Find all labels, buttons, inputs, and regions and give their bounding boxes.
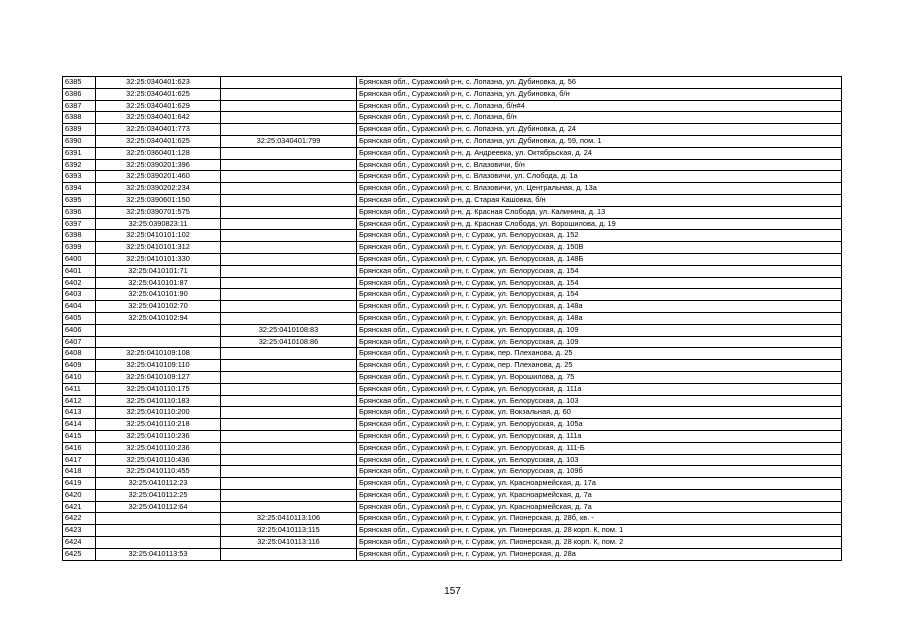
address-cell: Брянская обл., Суражский р-н, г. Сураж, пер. Плеханова, д. 25 [357,360,842,372]
address-cell: Брянская обл., Суражский р-н, с. Лопазна, ул. Дубиновка, д. 56 [357,77,842,89]
cadastral-number-cell: 32:25:0390823:11 [96,218,221,230]
table-row [63,383,842,395]
address-cell: Брянская обл., Суражский р-н, г. Сураж, пер. Плеханова, д. 25 [357,348,842,360]
address-cell: Брянская обл., Суражский р-н, г. Сураж, ул. Белорусская, д. 109б [357,466,842,478]
row-number-cell: 6422 [63,513,96,525]
row-number-cell: 6413 [63,407,96,419]
related-cadastral-number-cell [221,312,357,324]
related-cadastral-number-cell [221,88,357,100]
cadastral-number-cell: 32:25:0390201:460 [96,171,221,183]
table-row [63,147,842,159]
related-cadastral-number-cell [221,253,357,265]
related-cadastral-number-cell [221,430,357,442]
address-cell: Брянская обл., Суражский р-н, г. Сураж, ул. Пионерская, д. 28а [357,548,842,560]
row-number-cell: 6408 [63,348,96,360]
cadastral-number-cell: 32:25:0410112:25 [96,489,221,501]
row-number-cell: 6390 [63,135,96,147]
cadastral-number-cell: 32:25:0410110:175 [96,383,221,395]
related-cadastral-number-cell [221,371,357,383]
cadastral-number-cell: 32:25:0410110:200 [96,407,221,419]
table-row [63,206,842,218]
related-cadastral-number-cell: 32:25:0410108:86 [221,336,357,348]
address-cell: Брянская обл., Суражский р-н, с. Влазовичи, б/н [357,159,842,171]
address-cell: Брянская обл., Суражский р-н, с. Влазовичи, ул. Центральная, д. 13а [357,183,842,195]
related-cadastral-number-cell [221,277,357,289]
row-number-cell: 6406 [63,324,96,336]
cadastral-number-cell [96,537,221,549]
related-cadastral-number-cell: 32:25:0410113:116 [221,537,357,549]
table-row [63,135,842,147]
address-cell: Брянская обл., Суражский р-н, г. Сураж, ул. Белорусская, д. 148а [357,312,842,324]
cadastral-number-cell: 32:25:0390701:575 [96,206,221,218]
cadastral-number-cell [96,513,221,525]
address-cell: Брянская обл., Суражский р-н, д. Андреевка, ул. Октябрьская, д. 24 [357,147,842,159]
related-cadastral-number-cell: 32:25:0410113:106 [221,513,357,525]
cadastral-number-cell: 32:25:0340401:625 [96,88,221,100]
address-cell: Брянская обл., Суражский р-н, с. Лопазна, б/н#4 [357,100,842,112]
related-cadastral-number-cell [221,100,357,112]
cadastral-number-cell: 32:25:0410109:108 [96,348,221,360]
table-row [63,336,842,348]
address-cell: Брянская обл., Суражский р-н, г. Сураж, ул. Белорусская, д. 111а [357,430,842,442]
table-row [63,124,842,136]
address-cell: Брянская обл., Суражский р-н, д. Красная Слобода, ул. Ворошилова, д. 19 [357,218,842,230]
table-row [63,501,842,513]
table-row [63,454,842,466]
cadastral-number-cell [96,324,221,336]
related-cadastral-number-cell [221,159,357,171]
cadastral-number-cell [96,525,221,537]
row-number-cell: 6412 [63,395,96,407]
table-row [63,360,842,372]
address-cell: Брянская обл., Суражский р-н, г. Сураж, ул. Пионерская, д. 28б, кв. - [357,513,842,525]
row-number-cell: 6394 [63,183,96,195]
cadastral-number-cell: 32:25:0410101:71 [96,265,221,277]
row-number-cell: 6418 [63,466,96,478]
table-row [63,324,842,336]
table-row [63,301,842,313]
row-number-cell: 6411 [63,383,96,395]
row-number-cell: 6393 [63,171,96,183]
table-row [63,478,842,490]
cadastral-number-cell: 32:25:0410110:236 [96,430,221,442]
related-cadastral-number-cell [221,112,357,124]
table-row [63,407,842,419]
table-row [63,312,842,324]
row-number-cell: 6401 [63,265,96,277]
cadastral-number-cell: 32:25:0410101:312 [96,242,221,254]
address-cell: Брянская обл., Суражский р-н, д. Красная Слобода, ул. Калинина, д. 13 [357,206,842,218]
related-cadastral-number-cell [221,242,357,254]
row-number-cell: 6400 [63,253,96,265]
table-row [63,194,842,206]
table-row [63,112,842,124]
table-row [63,265,842,277]
property-register-table [62,76,842,561]
related-cadastral-number-cell [221,395,357,407]
address-cell: Брянская обл., Суражский р-н, г. Сураж, ул. Белорусская, д. 154 [357,289,842,301]
table-row [63,183,842,195]
related-cadastral-number-cell [221,454,357,466]
row-number-cell: 6398 [63,230,96,242]
row-number-cell: 6425 [63,548,96,560]
table-row [63,548,842,560]
row-number-cell: 6404 [63,301,96,313]
row-number-cell: 6389 [63,124,96,136]
row-number-cell: 6397 [63,218,96,230]
table-row [63,442,842,454]
row-number-cell: 6409 [63,360,96,372]
related-cadastral-number-cell: 32:25:0340401:799 [221,135,357,147]
row-number-cell: 6421 [63,501,96,513]
address-cell: Брянская обл., Суражский р-н, г. Сураж, ул. Белорусская, д. 154 [357,265,842,277]
cadastral-number-cell: 32:25:0410101:102 [96,230,221,242]
cadastral-number-cell: 32:25:0340401:773 [96,124,221,136]
address-cell: Брянская обл., Суражский р-н, г. Сураж, ул. Белорусская, д. 109 [357,336,842,348]
related-cadastral-number-cell [221,383,357,395]
address-cell: Брянская обл., Суражский р-н, г. Сураж, ул. Красноармейская, д. 7а [357,489,842,501]
row-number-cell: 6396 [63,206,96,218]
row-number-cell: 6415 [63,430,96,442]
cadastral-number-cell: 32:25:0360401:128 [96,147,221,159]
address-cell: Брянская обл., Суражский р-н, г. Сураж, ул. Белорусская, д. 148Б [357,253,842,265]
cadastral-number-cell: 32:25:0390202:234 [96,183,221,195]
address-cell: Брянская обл., Суражский р-н, с. Влазовичи, ул. Слобода, д. 1а [357,171,842,183]
related-cadastral-number-cell [221,548,357,560]
table-row [63,430,842,442]
row-number-cell: 6402 [63,277,96,289]
address-cell: Брянская обл., Суражский р-н, г. Сураж, ул. Ворошилова, д. 75 [357,371,842,383]
row-number-cell: 6386 [63,88,96,100]
table-body [63,77,842,561]
table-row [63,419,842,431]
cadastral-number-cell: 32:25:0410110:183 [96,395,221,407]
table-row [63,253,842,265]
address-cell: Брянская обл., Суражский р-н, с. Лопазна, ул. Дубиновка, д. 59, пом. 1 [357,135,842,147]
related-cadastral-number-cell [221,360,357,372]
address-cell: Брянская обл., Суражский р-н, с. Лопазна, б/н [357,112,842,124]
related-cadastral-number-cell [221,124,357,136]
related-cadastral-number-cell [221,265,357,277]
row-number-cell: 6392 [63,159,96,171]
row-number-cell: 6395 [63,194,96,206]
cadastral-number-cell: 32:25:0340401:625 [96,135,221,147]
address-cell: Брянская обл., Суражский р-н, г. Сураж, ул. Белорусская, д. 148а [357,301,842,313]
cadastral-number-cell: 32:25:0390201:396 [96,159,221,171]
row-number-cell: 6385 [63,77,96,89]
address-cell: Брянская обл., Суражский р-н, г. Сураж, ул. Белорусская, д. 105а [357,419,842,431]
cadastral-number-cell: 32:25:0410109:110 [96,360,221,372]
table-row [63,230,842,242]
row-number-cell: 6405 [63,312,96,324]
table-row [63,513,842,525]
related-cadastral-number-cell: 32:25:0410108:83 [221,324,357,336]
related-cadastral-number-cell [221,348,357,360]
address-cell: Брянская обл., Суражский р-н, д. Старая Кашовка, б/н [357,194,842,206]
address-cell: Брянская обл., Суражский р-н, г. Сураж, ул. Пионерская, д. 28 корп. К, пом. 1 [357,525,842,537]
row-number-cell: 6403 [63,289,96,301]
address-cell: Брянская обл., Суражский р-н, г. Сураж, ул. Пионерская, д. 28 корп. К, пом. 2 [357,537,842,549]
related-cadastral-number-cell [221,478,357,490]
related-cadastral-number-cell [221,147,357,159]
table-row [63,100,842,112]
cadastral-number-cell: 32:25:0410110:236 [96,442,221,454]
address-cell: Брянская обл., Суражский р-н, г. Сураж, ул. Белорусская, д. 152 [357,230,842,242]
related-cadastral-number-cell [221,419,357,431]
cadastral-number-cell: 32:25:0340401:642 [96,112,221,124]
address-cell: Брянская обл., Суражский р-н, г. Сураж, ул. Белорусская, д. 154 [357,277,842,289]
address-cell: Брянская обл., Суражский р-н, г. Сураж, ул. Белорусская, д. 109 [357,324,842,336]
cadastral-number-cell: 32:25:0410110:455 [96,466,221,478]
row-number-cell: 6388 [63,112,96,124]
related-cadastral-number-cell [221,206,357,218]
related-cadastral-number-cell [221,183,357,195]
related-cadastral-number-cell [221,466,357,478]
table-row [63,395,842,407]
related-cadastral-number-cell [221,442,357,454]
related-cadastral-number-cell [221,289,357,301]
row-number-cell: 6423 [63,525,96,537]
address-cell: Брянская обл., Суражский р-н, г. Сураж, ул. Красноармейская, д. 17а [357,478,842,490]
cadastral-number-cell: 32:25:0410109:127 [96,371,221,383]
row-number-cell: 6424 [63,537,96,549]
related-cadastral-number-cell: 32:25:0410113:115 [221,525,357,537]
row-number-cell: 6399 [63,242,96,254]
related-cadastral-number-cell [221,230,357,242]
related-cadastral-number-cell [221,301,357,313]
cadastral-number-cell: 32:25:0410101:87 [96,277,221,289]
table-row [63,88,842,100]
address-cell: Брянская обл., Суражский р-н, г. Сураж, ул. Красноармейская, д. 7а [357,501,842,513]
page-number: 157 [444,586,461,597]
cadastral-number-cell: 32:25:0410112:64 [96,501,221,513]
address-cell: Брянская обл., Суражский р-н, с. Лопазна, ул. Дубиновка, б/н [357,88,842,100]
address-cell: Брянская обл., Суражский р-н, г. Сураж, ул. Белорусская, д. 103 [357,454,842,466]
row-number-cell: 6387 [63,100,96,112]
related-cadastral-number-cell [221,501,357,513]
row-number-cell: 6417 [63,454,96,466]
table-row [63,242,842,254]
table-row [63,466,842,478]
cadastral-number-cell: 32:25:0410110:436 [96,454,221,466]
table-row [63,348,842,360]
row-number-cell: 6414 [63,419,96,431]
address-cell: Брянская обл., Суражский р-н, г. Сураж, ул. Вокзальная, д. 60 [357,407,842,419]
table-row [63,277,842,289]
row-number-cell: 6420 [63,489,96,501]
address-cell: Брянская обл., Суражский р-н, г. Сураж, ул. Белорусская, д. 150В [357,242,842,254]
related-cadastral-number-cell [221,218,357,230]
row-number-cell: 6410 [63,371,96,383]
row-number-cell: 6419 [63,478,96,490]
table-row [63,159,842,171]
table-row [63,525,842,537]
table-row [63,289,842,301]
related-cadastral-number-cell [221,77,357,89]
cadastral-number-cell: 32:25:0410101:90 [96,289,221,301]
cadastral-number-cell: 32:25:0390601:150 [96,194,221,206]
cadastral-number-cell: 32:25:0340401:623 [96,77,221,89]
table-row [63,489,842,501]
table-row [63,77,842,89]
related-cadastral-number-cell [221,489,357,501]
cadastral-number-cell: 32:25:0410102:70 [96,301,221,313]
cadastral-number-cell: 32:25:0410101:330 [96,253,221,265]
cadastral-number-cell: 32:25:0410102:94 [96,312,221,324]
related-cadastral-number-cell [221,407,357,419]
related-cadastral-number-cell [221,171,357,183]
address-cell: Брянская обл., Суражский р-н, г. Сураж, ул. Белорусская, д. 111а [357,383,842,395]
row-number-cell: 6416 [63,442,96,454]
address-cell: Брянская обл., Суражский р-н, с. Лопазна, ул. Дубиновка, д. 24 [357,124,842,136]
table-row [63,537,842,549]
address-cell: Брянская обл., Суражский р-н, г. Сураж, ул. Белорусская, д. 103 [357,395,842,407]
cadastral-number-cell: 32:25:0410113:53 [96,548,221,560]
table-row [63,171,842,183]
cadastral-number-cell: 32:25:0410110:218 [96,419,221,431]
table-row [63,371,842,383]
row-number-cell: 6407 [63,336,96,348]
cadastral-number-cell: 32:25:0410112:23 [96,478,221,490]
cadastral-number-cell: 32:25:0340401:629 [96,100,221,112]
address-cell: Брянская обл., Суражский р-н, г. Сураж, ул. Белорусская, д. 111-Б [357,442,842,454]
related-cadastral-number-cell [221,194,357,206]
row-number-cell: 6391 [63,147,96,159]
cadastral-number-cell [96,336,221,348]
table-row [63,218,842,230]
